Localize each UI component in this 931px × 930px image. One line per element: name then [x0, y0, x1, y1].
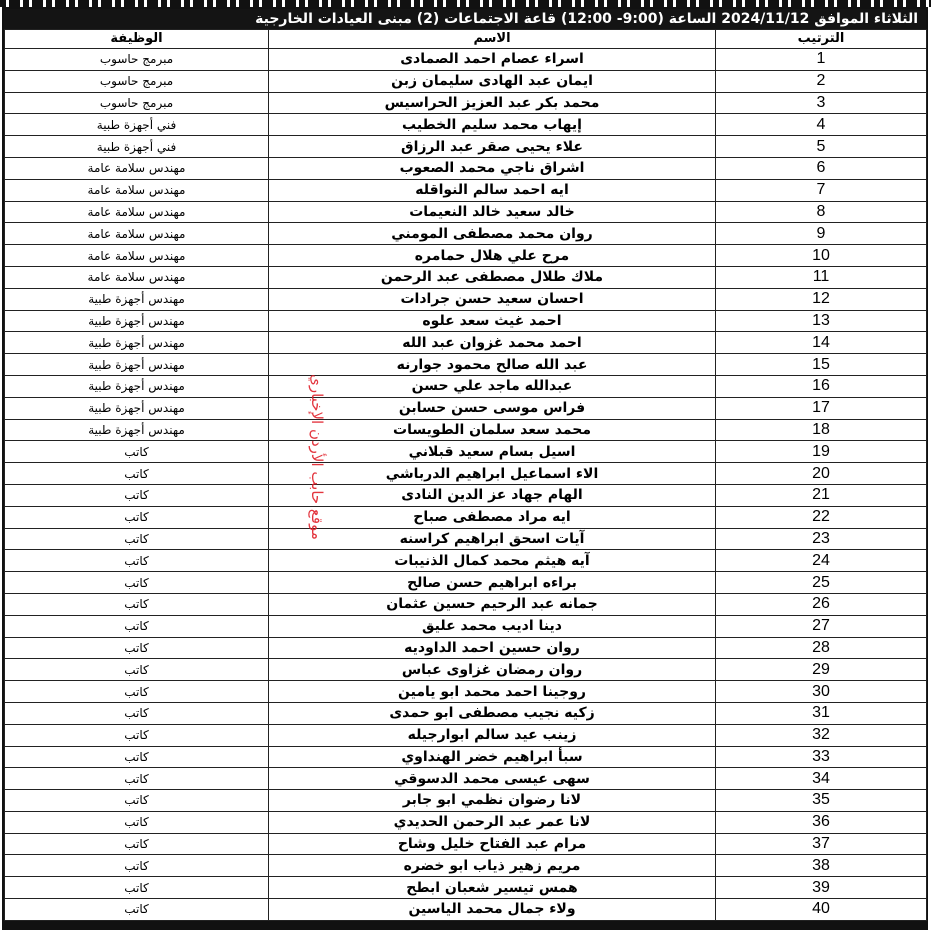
cell-order-number: 2: [716, 70, 927, 92]
cell-order-number: 33: [716, 746, 927, 768]
cell-name: سهى عيسى محمد الدسوقي: [269, 768, 716, 790]
cell-order-number: 35: [716, 790, 927, 812]
cell-job: كاتب: [5, 746, 269, 768]
cell-order-number: 22: [716, 506, 927, 528]
cell-order-number: 23: [716, 528, 927, 550]
cell-name: خالد سعيد خالد النعيمات: [269, 201, 716, 223]
cell-order-number: 16: [716, 375, 927, 397]
cell-name: اسيل بسام سعيد قبلاني: [269, 441, 716, 463]
table-row: [5, 375, 927, 397]
cell-name: ايه احمد سالم النواقله: [269, 179, 716, 201]
cell-job: كاتب: [5, 637, 269, 659]
cell-job: كاتب: [5, 506, 269, 528]
cell-order-number: 4: [716, 114, 927, 136]
cell-order-number: 25: [716, 572, 927, 594]
table-row: [5, 637, 927, 659]
cell-order-number: 34: [716, 768, 927, 790]
watermark-text: موقع حابب الأردن الإخباري: [308, 374, 326, 540]
cell-order-number: 6: [716, 157, 927, 179]
cell-order-number: 15: [716, 354, 927, 376]
cell-job: كاتب: [5, 855, 269, 877]
table-row: [5, 811, 927, 833]
cell-name: براءه ابراهيم حسن صالح: [269, 572, 716, 594]
column-header-num: الترتيب: [716, 30, 927, 49]
cell-job: مهندس أجهزة طبية: [5, 419, 269, 441]
cell-job: مبرمج حاسوب: [5, 70, 269, 92]
cell-job: كاتب: [5, 877, 269, 899]
cell-job: كاتب: [5, 659, 269, 681]
column-header-job: الوظيفة: [5, 30, 269, 49]
cell-name: روان محمد مصطفى المومني: [269, 223, 716, 245]
cell-name: آيه هيثم محمد كمال الذنيبات: [269, 550, 716, 572]
cell-name: الاء اسماعيل ابراهيم الدرباشي: [269, 463, 716, 485]
table-row: [5, 310, 927, 332]
table-row: [5, 114, 927, 136]
cell-name: ملاك طلال مصطفى عبد الرحمن: [269, 266, 716, 288]
table-row: [5, 528, 927, 550]
cell-name: الهام جهاد عز الدين النادى: [269, 484, 716, 506]
cell-job: مبرمج حاسوب: [5, 92, 269, 114]
table-row: [5, 266, 927, 288]
cell-job: مهندس أجهزة طبية: [5, 332, 269, 354]
cell-order-number: 14: [716, 332, 927, 354]
cell-job: مهندس سلامة عامة: [5, 201, 269, 223]
table-row: [5, 136, 927, 158]
cell-name: ولاء جمال محمد الياسين: [269, 899, 716, 921]
cell-name: دينا اديب محمد عليق: [269, 615, 716, 637]
table-row: [5, 463, 927, 485]
table-row: [5, 92, 927, 114]
table-row: [5, 702, 927, 724]
cell-name: ايمان عبد الهادى سليمان زبن: [269, 70, 716, 92]
cell-job: مهندس أجهزة طبية: [5, 354, 269, 376]
cell-order-number: 21: [716, 484, 927, 506]
cell-name: لانا عمر عبد الرحمن الحديدي: [269, 811, 716, 833]
table-row: [5, 681, 927, 703]
cell-job: كاتب: [5, 681, 269, 703]
cell-order-number: 9: [716, 223, 927, 245]
cell-job: مهندس سلامة عامة: [5, 223, 269, 245]
cell-job: كاتب: [5, 441, 269, 463]
cell-job: كاتب: [5, 572, 269, 594]
cell-job: مهندس أجهزة طبية: [5, 310, 269, 332]
cell-name: اسراء عصام احمد الصمادى: [269, 49, 716, 71]
cell-name: فراس موسى حسن حسابن: [269, 397, 716, 419]
cell-name: احمد محمد غزوان عبد الله: [269, 332, 716, 354]
table-row: [5, 201, 927, 223]
table-row: [5, 397, 927, 419]
table-row: [5, 419, 927, 441]
cell-job: فني أجهزة طبية: [5, 114, 269, 136]
cell-order-number: 19: [716, 441, 927, 463]
table-row: [5, 899, 927, 921]
cell-order-number: 8: [716, 201, 927, 223]
table-row: [5, 157, 927, 179]
cell-order-number: 3: [716, 92, 927, 114]
cell-job: كاتب: [5, 724, 269, 746]
table-row: [5, 550, 927, 572]
table-row: [5, 441, 927, 463]
table-header-row: [5, 30, 927, 49]
cell-name: سبأ ابراهيم خضر الهنداوي: [269, 746, 716, 768]
table-row: [5, 746, 927, 768]
table-row: [5, 768, 927, 790]
table-row: [5, 593, 927, 615]
table-row: [5, 484, 927, 506]
cell-job: كاتب: [5, 615, 269, 637]
table-row: [5, 855, 927, 877]
cell-order-number: 18: [716, 419, 927, 441]
cell-name: جمانه عبد الرحيم حسين عثمان: [269, 593, 716, 615]
cell-order-number: 11: [716, 266, 927, 288]
cell-name: إيهاب محمد سليم الخطيب: [269, 114, 716, 136]
cell-job: مهندس سلامة عامة: [5, 179, 269, 201]
candidates-table: [4, 29, 927, 921]
cell-job: مهندس سلامة عامة: [5, 157, 269, 179]
cell-order-number: 39: [716, 877, 927, 899]
cell-job: كاتب: [5, 593, 269, 615]
cell-job: كاتب: [5, 702, 269, 724]
cell-name: احمد غيث سعد علوه: [269, 310, 716, 332]
cell-name: عبد الله صالح محمود جوارنه: [269, 354, 716, 376]
cell-order-number: 29: [716, 659, 927, 681]
table-row: [5, 877, 927, 899]
cell-job: كاتب: [5, 528, 269, 550]
cell-job: كاتب: [5, 550, 269, 572]
cell-order-number: 27: [716, 615, 927, 637]
cell-job: كاتب: [5, 833, 269, 855]
cell-job: كاتب: [5, 790, 269, 812]
schedule-header-banner: الثلاثاء الموافق 2024/11/12 الساعة (9:00- 12:00) قاعة الاجتماعات (2) مبنى العيادات الخارجية: [4, 9, 926, 29]
table-row: [5, 833, 927, 855]
cell-order-number: 1: [716, 49, 927, 71]
cell-name: لانا رضوان نظمي ابو جابر: [269, 790, 716, 812]
cell-name: اشراق ناجي محمد الصعوب: [269, 157, 716, 179]
table-row: [5, 615, 927, 637]
bottom-rule: [4, 921, 926, 928]
cell-order-number: 5: [716, 136, 927, 158]
cell-order-number: 31: [716, 702, 927, 724]
cell-name: مريم زهير ذياب ابو خضره: [269, 855, 716, 877]
cell-order-number: 32: [716, 724, 927, 746]
cell-name: علاء يحيى صقر عبد الرزاق: [269, 136, 716, 158]
cell-order-number: 13: [716, 310, 927, 332]
cell-name: محمد سعد سلمان الطويسات: [269, 419, 716, 441]
cell-job: مهندس أجهزة طبية: [5, 375, 269, 397]
cell-name: ايه مراد مصطفى صباح: [269, 506, 716, 528]
cell-job: مهندس سلامة عامة: [5, 266, 269, 288]
clipped-previous-line: [0, 0, 931, 7]
cell-order-number: 28: [716, 637, 927, 659]
cell-order-number: 36: [716, 811, 927, 833]
table-row: [5, 572, 927, 594]
cell-order-number: 40: [716, 899, 927, 921]
cell-order-number: 10: [716, 245, 927, 267]
cell-job: كاتب: [5, 484, 269, 506]
table-row: [5, 790, 927, 812]
table-row: [5, 49, 927, 71]
cell-job: مهندس سلامة عامة: [5, 245, 269, 267]
table-row: [5, 724, 927, 746]
cell-name: احسان سعيد حسن جرادات: [269, 288, 716, 310]
table-row: [5, 179, 927, 201]
table-row: [5, 245, 927, 267]
cell-name: مرح علي هلال حمامره: [269, 245, 716, 267]
cell-name: مرام عبد الفتاح خليل وشاح: [269, 833, 716, 855]
cell-order-number: 37: [716, 833, 927, 855]
table-row: [5, 659, 927, 681]
cell-job: كاتب: [5, 899, 269, 921]
cell-order-number: 38: [716, 855, 927, 877]
cell-job: كاتب: [5, 811, 269, 833]
cell-name: زينب عيد سالم ابوارجيله: [269, 724, 716, 746]
cell-order-number: 17: [716, 397, 927, 419]
cell-order-number: 20: [716, 463, 927, 485]
cell-name: روان حسين احمد الداوديه: [269, 637, 716, 659]
table-row: [5, 288, 927, 310]
cell-name: عبدالله ماجد علي حسن: [269, 375, 716, 397]
cell-order-number: 7: [716, 179, 927, 201]
table-row: [5, 354, 927, 376]
cell-job: مهندس أجهزة طبية: [5, 288, 269, 310]
cell-job: كاتب: [5, 768, 269, 790]
cell-job: كاتب: [5, 463, 269, 485]
cell-job: مهندس أجهزة طبية: [5, 397, 269, 419]
cell-name: زكيه نجيب مصطفى ابو حمدى: [269, 702, 716, 724]
table-row: [5, 506, 927, 528]
cell-name: روجينا احمد محمد ابو يامين: [269, 681, 716, 703]
column-header-name: الاسم: [269, 30, 716, 49]
interview-schedule-sheet: [2, 7, 928, 930]
table-body: [5, 49, 927, 921]
table-row: [5, 332, 927, 354]
cell-name: همس تيسير شعبان ابطح: [269, 877, 716, 899]
cell-job: فني أجهزة طبية: [5, 136, 269, 158]
cell-name: محمد بكر عبد العزيز الحراسيس: [269, 92, 716, 114]
cell-order-number: 30: [716, 681, 927, 703]
table-row: [5, 223, 927, 245]
cell-name: روان رمضان غزاوى عباس: [269, 659, 716, 681]
table-row: [5, 70, 927, 92]
cell-order-number: 26: [716, 593, 927, 615]
cell-order-number: 12: [716, 288, 927, 310]
cell-order-number: 24: [716, 550, 927, 572]
cell-name: آيات اسحق ابراهيم كراسنه: [269, 528, 716, 550]
cell-job: مبرمج حاسوب: [5, 49, 269, 71]
